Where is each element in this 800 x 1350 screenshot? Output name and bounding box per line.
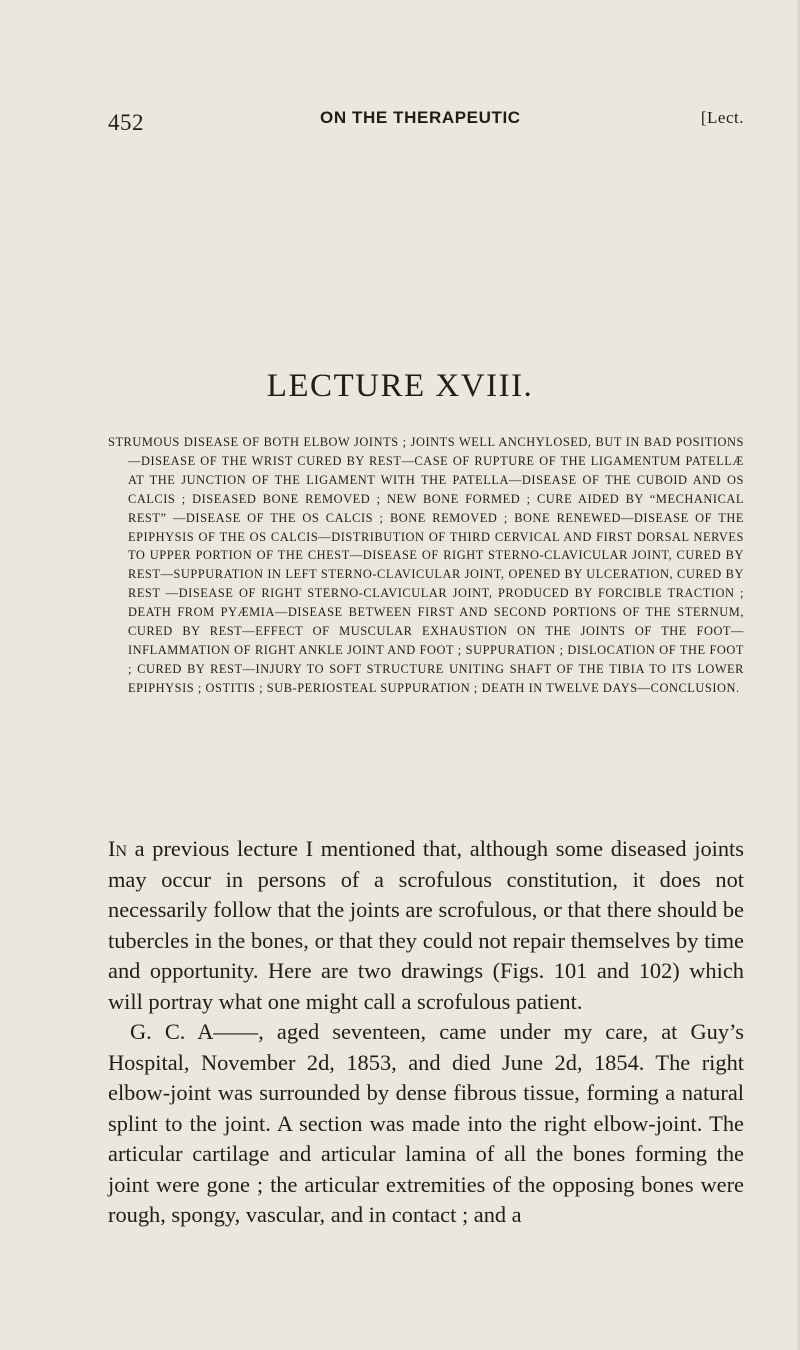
page-number: 452 (108, 110, 144, 135)
paragraph-1-text: a previous lecture I mentioned that, although some diseased joints may occur in persons of a scrofulous constitution, it does not necessarily follow that the joints are scrofulous, or that there should be tubercles in the bones, or that they could not repair themselves by time and opportunity. Here are two drawings (Figs. 101 and 102) which will portray what one might call a scrofulous patient. (108, 836, 744, 1014)
lecture-summary: STRUMOUS DISEASE OF BOTH ELBOW JOINTS ; JOINTS WELL ANCHYLOSED, BUT IN BAD POSITIONS—DISEASE OF THE WRIST CURED BY REST—CASE OF RUPTURE OF THE LIGAMENTUM PATELLÆ AT THE JUNCTION OF THE LIGAMENT WITH THE PATELLA—DISEASE OF THE CUBOID AND OS CALCIS ; DISEASED BONE REMOVED ; NEW BONE FORMED ; CURE AIDED BY “MECHANICAL REST” —DISEASE OF THE OS CALCIS ; BONE REMOVED ; BONE RENEWED—DISEASE OF THE EPIPHYSIS OF THE OS CALCIS—DISTRIBUTION OF THIRD CERVICAL AND FIRST DORSAL NERVES TO UPPER PORTION OF THE CHEST—DISEASE OF RIGHT STERNO-CLAVICULAR JOINT, CURED BY REST—SUPPURATION IN LEFT STERNO-CLAVICULAR JOINT, OPENED BY ULCERATION, CURED BY REST —DISEASE OF RIGHT STERNO-CLAVICULAR JOINT, PRODUCED BY FORCIBLE TRACTION ; DEATH FROM PYÆMIA—DISEASE BETWEEN FIRST AND SECOND PORTIONS OF THE STERNUM, CURED BY REST—EFFECT OF MUSCULAR EXHAUSTION ON THE JOINTS OF THE FOOT—INFLAMMATION OF RIGHT ANKLE JOINT AND FOOT ; SUPPURATION ; DISLOCATION OF THE FOOT ; CURED BY REST—INJURY TO SOFT STRUCTURE UNITING SHAFT OF THE TIBIA TO ITS LOWER EPIPHYSIS ; OSTITIS ; SUB-PERIOSTEAL SUPPURATION ; DEATH IN TWELVE DAYS—CONCLUSION. (108, 435, 744, 695)
body-text (108, 834, 744, 1231)
paragraph-1 (108, 834, 744, 1017)
running-head (108, 108, 744, 138)
page-edge-shadow (796, 0, 800, 1350)
paragraph-1-lead: In (108, 836, 128, 861)
running-title: ON THE THERAPEUTIC (320, 108, 521, 127)
paragraph-2: G. C. A——, aged seventeen, came under my care, at Guy’s Hospital, November 2d, 1853, and died June 2d, 1854. The right elbow-joint was surrounded by dense fibrous tissue, forming a natural splint to the joint. A section was made into the right elbow-joint. The articular cartilage and articular lamina of all the bones forming the joint were gone ; the articular extremities of the opposing bones were rough, spongy, vascular, and in contact ; and a (108, 1019, 744, 1227)
running-section: [Lect. (700, 108, 744, 127)
lecture-title: LECTURE XVIII. (266, 368, 534, 404)
